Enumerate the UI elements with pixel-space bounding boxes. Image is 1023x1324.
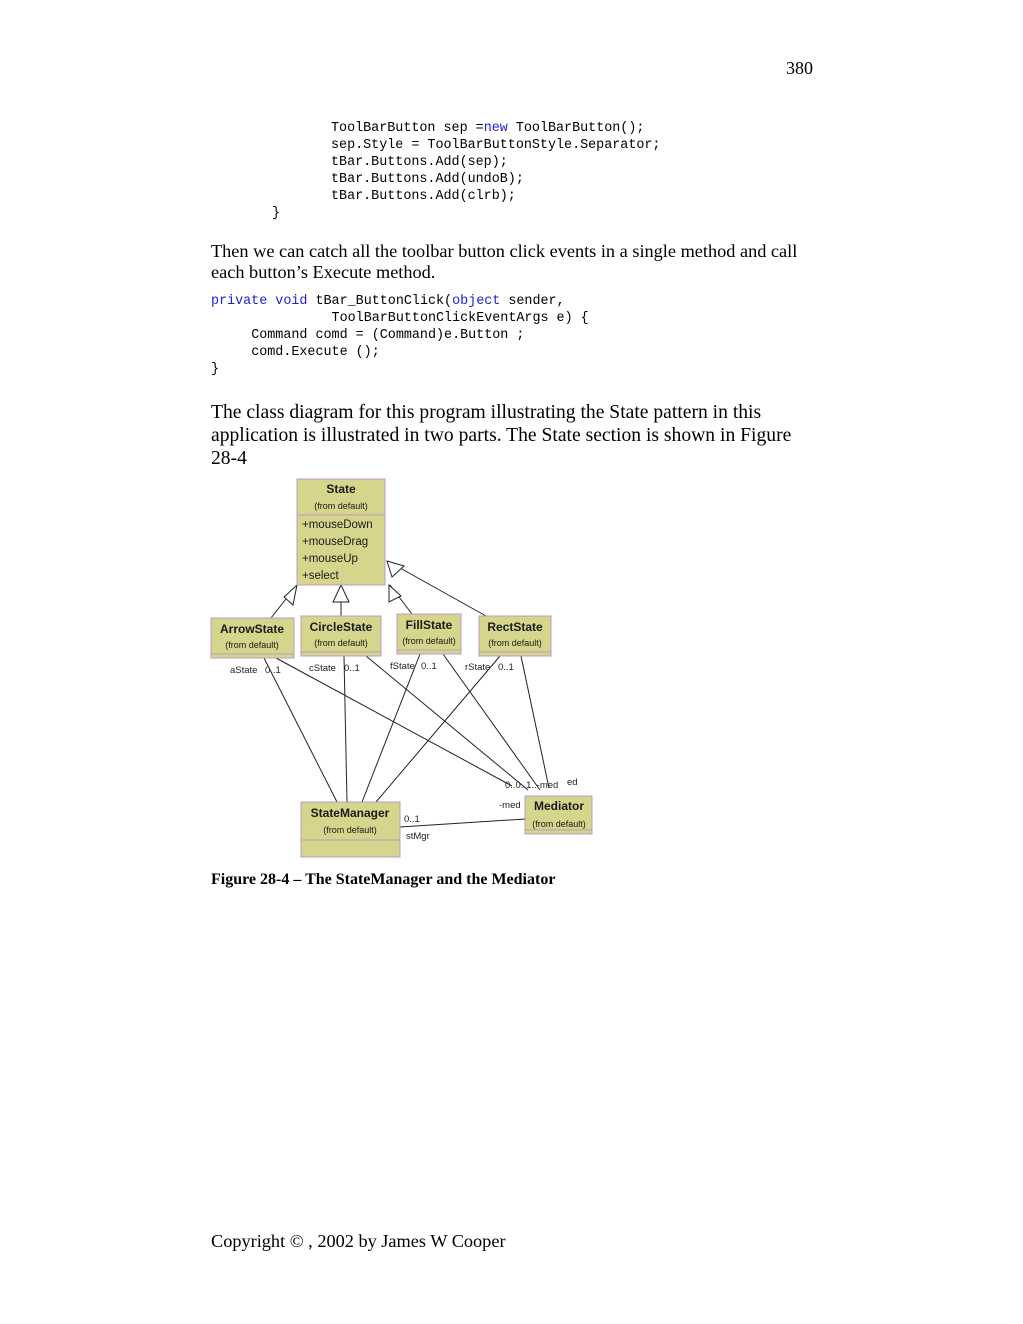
multiplicity-label: 0..1	[265, 665, 281, 676]
class-operation: +mouseDown	[302, 519, 373, 531]
code-keyword: object	[452, 294, 501, 309]
role-label: -med	[499, 800, 521, 811]
class-package: (from default)	[488, 638, 542, 648]
code-text: }	[211, 362, 220, 377]
class-state	[297, 479, 385, 585]
role-label: aState	[230, 665, 258, 676]
code-keyword: new	[483, 121, 508, 136]
code-text: sep.Style = ToolBarButtonStyle.Separator;	[331, 138, 661, 153]
code-text: sender,	[500, 294, 565, 309]
class-name: FillState	[405, 618, 453, 632]
figure-caption: Figure 28-4 – The StateManager and the Mediator	[211, 871, 556, 888]
generalization-arrowhead	[387, 561, 404, 577]
class-package: (from default)	[225, 640, 279, 650]
class-mediator	[525, 796, 592, 834]
class-name: State	[326, 482, 356, 496]
class-circlestate	[301, 616, 381, 656]
class-operation: +mouseUp	[302, 553, 358, 565]
code-text: tBar_ButtonClick(	[307, 294, 453, 309]
class-statemanager	[301, 802, 400, 857]
multiplicity-label: 0..1	[498, 662, 514, 673]
class-name: ArrowState	[219, 622, 285, 636]
role-label: cState	[309, 663, 336, 674]
multiplicity-label: 0..1	[344, 663, 360, 674]
code-text: comd.Execute ();	[251, 345, 380, 360]
multiplicity-label: 0..1	[421, 661, 437, 672]
role-label: stMgr	[406, 831, 430, 842]
code-text: tBar.Buttons.Add(undoB);	[331, 172, 524, 187]
code-closing-brace: }	[272, 206, 281, 221]
multiplicity-label: 0..0..1..-med	[505, 780, 559, 791]
class-operation: +select	[302, 570, 339, 582]
class-fillstate	[397, 614, 461, 654]
code-text: Command comd = (Command)e.Button ;	[251, 328, 525, 343]
code-text: ToolBarButton sep =	[331, 121, 484, 136]
class-name: CircleState	[309, 620, 373, 634]
class-package: (from default)	[532, 819, 586, 829]
role-label: rState	[465, 662, 491, 673]
class-package: (from default)	[402, 636, 456, 646]
paragraph-class-diagram: The class diagram for this program illustrating the State pattern in this application is illustrated in two parts. The State section is shown in Figure 28-4	[211, 402, 792, 469]
class-package: (from default)	[323, 825, 377, 835]
multiplicity-label: 0..1	[404, 814, 420, 825]
code-keyword: void	[275, 294, 308, 309]
code-text: tBar.Buttons.Add(clrb);	[331, 189, 516, 204]
paragraph-button-click: Then we can catch all the toolbar button click events in a single method and call each button’s Execute method.	[211, 241, 798, 282]
page-number: 380	[786, 58, 813, 78]
class-name: RectState	[487, 620, 543, 634]
code-text: ToolBarButton();	[507, 121, 645, 136]
code-text: ToolBarButtonClickEventArgs e) {	[331, 311, 589, 326]
role-label: fState	[390, 661, 415, 672]
class-operation: +mouseDrag	[302, 536, 369, 548]
class-arrowstate	[211, 618, 294, 658]
class-name: Mediator	[533, 799, 585, 813]
class-rectstate	[479, 616, 551, 656]
class-package: (from default)	[314, 638, 368, 648]
copyright-footer: Copyright © , 2002 by James W Cooper	[211, 1231, 506, 1251]
generalization-arrowhead	[333, 585, 349, 602]
code-text: tBar.Buttons.Add(sep);	[331, 155, 508, 170]
class-package: (from default)	[314, 501, 368, 511]
role-label: ed	[567, 777, 578, 788]
generalization-arrowhead	[284, 585, 297, 605]
class-name: StateManager	[310, 806, 390, 820]
code-keyword: private	[211, 294, 268, 309]
generalization-arrowhead	[389, 585, 401, 602]
